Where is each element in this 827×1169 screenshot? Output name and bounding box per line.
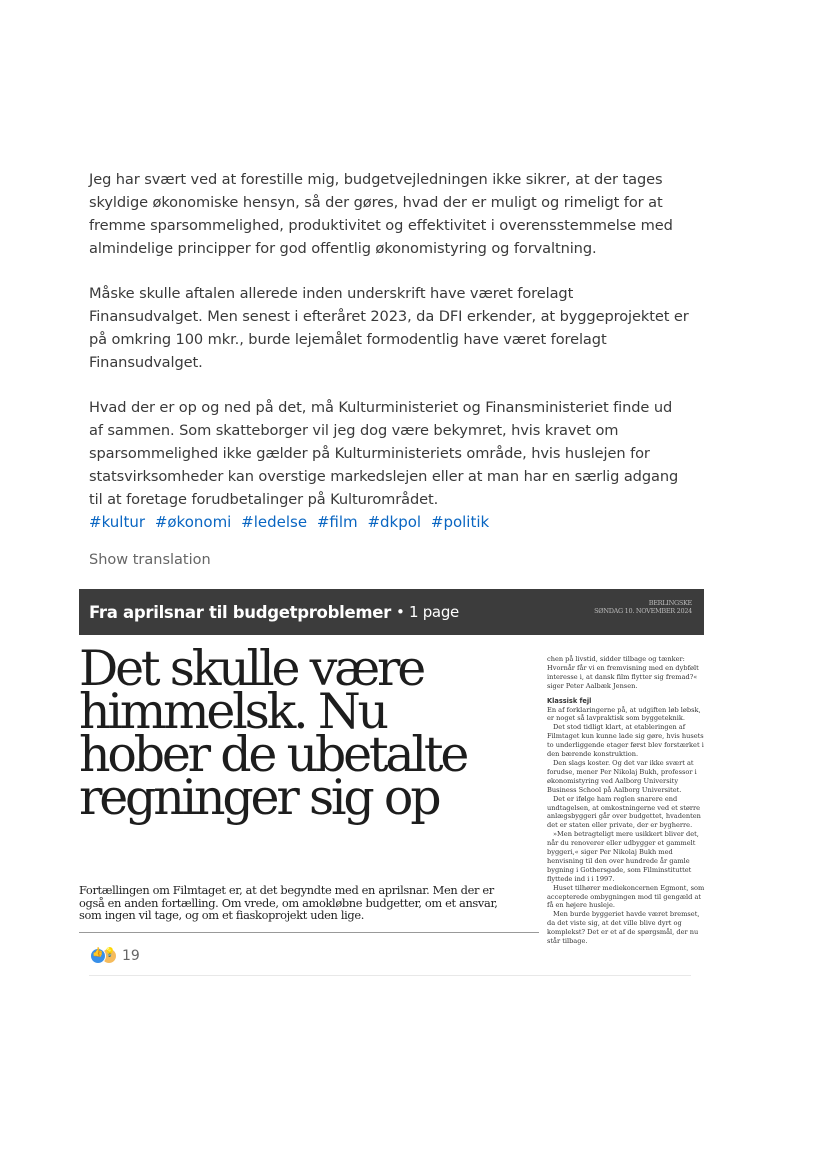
- hashtag-link[interactable]: #kultur: [89, 513, 146, 531]
- divider: [79, 932, 539, 933]
- article-paragraph: Den slags koster. Og det var ikke svært at forudse, mener Per Nikolaj Bukh, professor i økonomistyring ved Aalborg University Business School på Aalborg Universitet.: [547, 758, 697, 794]
- article-subhead: Klassisk fejl: [547, 696, 592, 705]
- like-icon: [90, 948, 106, 964]
- document-header[interactable]: [79, 589, 704, 635]
- article-paragraph: Det er ifølge ham reglen snarere end undtagelsen, at omkostningerne ved et større anlægsbyggeri går over budgettet, hvadenten det er staten eller private, der er bygherre.: [547, 794, 701, 830]
- article-paragraph: »Men betragteligt mere usikkert bliver det, når du renoverer eller udbygger et gammelt byggeri,« siger Per Nikolaj Bukh med henvisning til den over hundrede år gamle bygning i Gothersgade, som Filminstituttet flyttede ind i i 1997.: [547, 830, 699, 883]
- divider: [89, 975, 691, 976]
- document-preview[interactable]: [79, 589, 705, 946]
- newspaper-masthead: [594, 599, 692, 615]
- newspaper-name: BERLINGSKE: [648, 599, 692, 607]
- article-headline: Det skulle være himmelsk. Nu hober de ubetalte regninger sig op: [79, 640, 467, 826]
- post-paragraph: Måske skulle aftalen allerede inden underskrift have været forelagt Finansudvalget. Men senest i efteråret 2023, da DFI erkender, at byggeprojektet er på omkring 100 mkr., burde lejemålet formodentlig have været forelagt Finansudvalget.: [89, 285, 689, 371]
- show-translation-button[interactable]: Show translation: [89, 552, 211, 568]
- document-title: Fra aprilsnar til budgetproblemer: [89, 602, 391, 622]
- document-page-count: • 1 page: [395, 603, 459, 621]
- article-paragraph: En af forklaringerne på, at udgiften løb løbsk, er noget så lavpraktisk som byggeteknik.: [547, 705, 701, 723]
- hashtag-link[interactable]: #dkpol: [367, 513, 422, 531]
- reaction-count[interactable]: 19: [122, 948, 140, 964]
- article-paragraph: chen på livstid, sidder tilbage og tænker: Hvornår får vi en fremvisning med en dybfølt interesse i, at dansk film flytter sig fremad?« siger Peter Aalbæk Jensen.: [547, 655, 699, 690]
- article-paragraph: Huset tilhører mediekoncernen Egmont, som accepterede ombygningen mod til gengæld at få en højere husleje.: [547, 883, 705, 910]
- article-paragraph: Men burde byggeriet havde været bremset, da det viste sig, at det ville blive dyrt og komplekst? Det er et af de spørgsmål, der nu står tilbage.: [547, 910, 700, 946]
- hashtag-link[interactable]: #film: [316, 513, 358, 531]
- newspaper-date: SØNDAG 10. NOVEMBER 2024: [594, 607, 692, 615]
- article-column: [547, 655, 705, 946]
- hashtag-link[interactable]: #økonomi: [154, 513, 232, 531]
- hashtag-link[interactable]: #ledelse: [241, 513, 308, 531]
- hashtag-link[interactable]: #politik: [430, 513, 490, 531]
- post-paragraph: Hvad der er op og ned på det, må Kulturministeriet og Finansministeriet finde ud af sammen. Som skatteborger vil jeg dog være bekymret, hvis kravet om sparsommelighed ikke gælder på Kulturministeriets område, hvis huslejen for statsvirksomheder kan overstige markedslejen eller at man har en særlig adgang til at foretage forudbetalinger på Kulturområdet.: [89, 399, 679, 508]
- post-paragraph: Jeg har svært ved at forestille mig, budgetvejledningen ikke sikrer, at der tages skyldige økonomiske hensyn, så der gøres, hvad der er muligt og rimeligt for at fremme sparsommelighed, produktivitet og effektivitet i overensstemmelse med almindelige principper for god offentlig økonomistyring og forvaltning.: [89, 171, 673, 257]
- reactions-summary[interactable]: [90, 948, 140, 964]
- article-paragraph: Det stod tidligt klart, at etableringen af Filmtaget kun kunne lade sig gøre, hvis husets to underliggende etager først blev forstærket i den bærende konstruktion.: [547, 723, 704, 759]
- post-text: [89, 168, 689, 533]
- hashtag-list: [89, 513, 494, 531]
- article-lede: Fortællingen om Filmtaget er, at det begyndte med en aprilsnar. Men der er også en anden fortælling. Om vrede, om amokløbne budgetter, om et ansvar, som ingen vil tage, og om et fiaskoprojekt uden lige.: [79, 883, 498, 923]
